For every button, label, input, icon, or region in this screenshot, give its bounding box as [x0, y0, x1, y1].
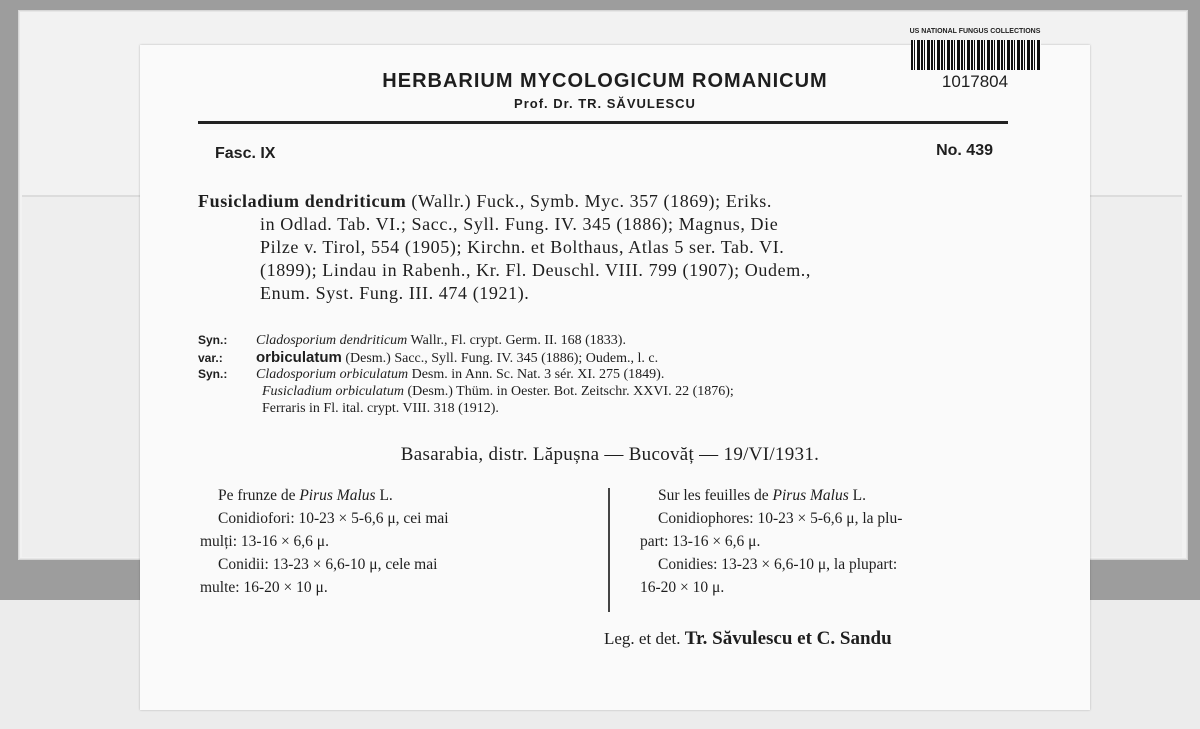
description-line: Conidiofori: 10-23 × 5-6,6 μ, cei mai [218, 510, 449, 527]
synonym-name: Cladosporium dendriticum [256, 333, 408, 348]
description-line: Conidies: 13-23 × 6,6-10 μ, la plupart: [658, 556, 898, 573]
romanian-description [200, 484, 585, 599]
citation-line-3: Pilze v. Tirol, 554 (1905); Kirchn. et Bolthaus, Atlas 5 ser. Tab. VI. [260, 237, 785, 257]
barcode-bars [911, 40, 1041, 70]
syn-tag: Syn.: [198, 367, 228, 381]
host-author: L. [375, 487, 393, 504]
synonym-name: Fusicladium orbiculatum [262, 384, 404, 399]
citation-line-5: Enum. Syst. Fung. III. 474 (1921). [260, 283, 530, 303]
collector-line [604, 628, 892, 650]
var-tag: var.: [198, 351, 223, 365]
variety-text: (Desm.) Sacc., Syll. Fung. IV. 345 (1886); Oudem., l. c. [341, 351, 659, 366]
collector-names: Tr. Săvulescu et C. Sandu [684, 628, 892, 649]
header-rule [198, 121, 1008, 124]
collector-prefix: Leg. et det. [604, 629, 685, 648]
description-line: 16-20 × 10 μ. [640, 579, 725, 596]
synonym-row [198, 366, 1018, 383]
herbarium-subtitle: Prof. Dr. TR. SĂVULESCU [514, 96, 696, 111]
host-line [640, 484, 1030, 507]
specimen-number: No. 439 [936, 142, 993, 159]
host-author: L. [848, 487, 866, 504]
citation-line-1 [198, 190, 998, 213]
host-name: Pirus Malus [299, 487, 376, 504]
main-citation [198, 190, 998, 305]
collection-locality: Basarabia, distr. Lăpușna — Bucovăț — 19/VI/1931. [400, 444, 820, 465]
citation-line-2: in Odlad. Tab. VI.; Sacc., Syll. Fung. IV. 345 (1886); Magnus, Die [260, 214, 779, 234]
synonym-row [198, 332, 1018, 349]
synonym-text: (Desm.) Thüm. in Oester. Bot. Zeitschr. XXVI. 22 (1876); [403, 384, 734, 399]
description-line: mulți: 13-16 × 6,6 μ. [200, 533, 329, 550]
species-name: Fusicladium dendriticum [198, 191, 407, 211]
variety-row [198, 349, 1018, 366]
french-description [640, 484, 1030, 599]
synonymy-block [198, 332, 1018, 417]
citation-text: (Wallr.) Fuck., Symb. Myc. 357 (1869); Eriks. [406, 191, 772, 211]
description-line: part: 13-16 × 6,6 μ. [640, 533, 761, 550]
variety-name: orbiculatum [256, 349, 342, 366]
herbarium-title: HERBARIUM MYCOLOGICUM ROMANICUM [382, 70, 828, 92]
synonym-row [198, 383, 1018, 400]
host-prefix: Sur les feuilles de [658, 487, 773, 504]
description-line: Conidii: 13-23 × 6,6-10 μ, cele mai [218, 556, 438, 573]
barcode-number: 1017804 [941, 72, 1009, 91]
host-line [200, 484, 585, 507]
column-divider [608, 488, 610, 612]
fascicle-number: Fasc. IX [215, 145, 276, 162]
syn-tag: Syn.: [198, 333, 228, 347]
barcode-title: US NATIONAL FUNGUS COLLECTIONS [909, 28, 1041, 35]
description-line: multe: 16-20 × 10 μ. [200, 579, 328, 596]
host-name: Pirus Malus [772, 487, 849, 504]
description-line: Conidiophores: 10-23 × 5-6,6 μ, la plu- [658, 510, 903, 527]
synonym-text: Wallr., Fl. crypt. Germ. II. 168 (1833). [407, 333, 626, 348]
synonym-text: Desm. in Ann. Sc. Nat. 3 sér. XI. 275 (1849). [408, 367, 665, 382]
synonym-row: Ferraris in Fl. ital. crypt. VIII. 318 (1912). [262, 401, 499, 416]
host-prefix: Pe frunze de [218, 487, 300, 504]
citation-line-4: (1899); Lindau in Rabenh., Kr. Fl. Deuschl. VIII. 799 (1907); Oudem., [260, 260, 811, 280]
synonym-name: Cladosporium orbiculatum [256, 367, 409, 382]
